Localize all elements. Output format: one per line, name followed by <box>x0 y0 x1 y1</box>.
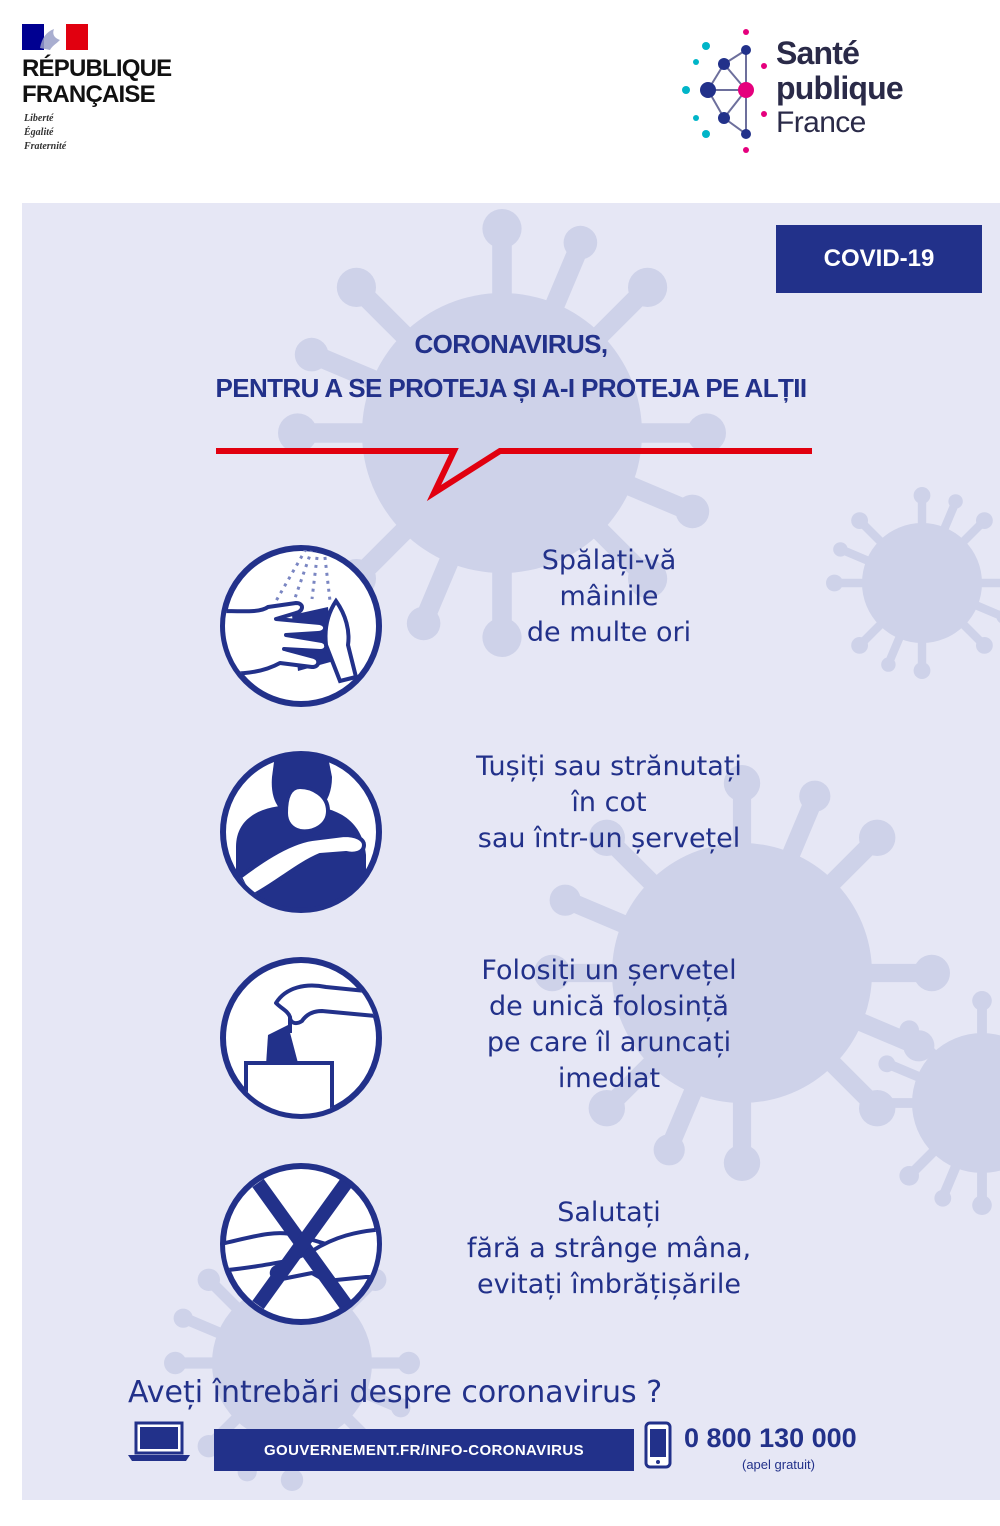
motto-egalite: Égalité <box>24 127 54 138</box>
tip-line: Tușiți sau strănutați <box>476 751 742 782</box>
covid-19-badge: COVID-19 <box>776 225 982 293</box>
motto-liberte: Liberté <box>24 113 54 124</box>
spf-line-1: Santé <box>776 35 860 71</box>
tip-line: Spălați-vă <box>541 545 677 576</box>
phone-icon <box>644 1421 672 1469</box>
republique-motto <box>24 112 66 154</box>
republique-name-line2: FRANÇAISE <box>22 81 155 108</box>
motto-fraternite: Fraternité <box>24 141 67 152</box>
tip-no-handshake <box>414 1195 804 1303</box>
tip-line: Folosiți un șervețel <box>481 955 737 986</box>
tip-line: fără a strânge mâna, <box>466 1233 752 1264</box>
tip-line: mâinile <box>559 581 659 612</box>
tip-line: de multe ori <box>526 617 692 648</box>
hotline-number[interactable]: 0 800 130 000 <box>684 1423 857 1453</box>
spf-line-2: publique <box>776 70 903 106</box>
tip-line: în cot <box>571 787 647 818</box>
hotline-note: (apel gratuit) <box>742 1457 815 1472</box>
no-handshake-icon <box>216 1159 386 1329</box>
tip-line: de unică folosință <box>489 991 729 1022</box>
sante-publique-france-logo <box>676 22 936 162</box>
republique-francaise-logo <box>22 24 222 164</box>
hand-washing-icon <box>216 541 386 711</box>
tip-line: imediat <box>557 1063 661 1094</box>
laptop-icon <box>126 1421 192 1463</box>
speech-bubble-line <box>214 441 814 505</box>
info-url-link[interactable]: GOUVERNEMENT.FR/INFO-CORONAVIRUS <box>214 1429 634 1471</box>
molecule-icon <box>676 22 772 160</box>
tip-single-use-tissue <box>414 953 804 1097</box>
questions-heading: Aveți întrebări despre coronavirus ? <box>128 1375 663 1410</box>
tissue-bin-icon <box>216 953 386 1123</box>
republique-name <box>22 56 171 108</box>
tip-line: sau într-un șervețel <box>477 823 741 854</box>
spf-line-3: France <box>776 106 866 139</box>
republique-name-line1: RÉPUBLIQUE <box>22 55 172 82</box>
marianne-flag-icon <box>22 24 88 50</box>
tip-cough-elbow <box>414 749 804 857</box>
sante-publique-france-name <box>776 36 903 140</box>
poster-title-line2: PENTRU A SE PROTEJA ȘI A-I PROTEJA PE ALȚII <box>215 373 807 403</box>
poster-title-line1: CORONAVIRUS, <box>414 329 608 359</box>
tip-line: Salutați <box>557 1197 661 1228</box>
tip-wash-hands <box>414 543 804 651</box>
poster-panel <box>22 203 1000 1500</box>
cough-elbow-icon <box>216 747 386 917</box>
tip-line: pe care îl aruncați <box>486 1027 732 1058</box>
tip-line: evitați îmbrățișările <box>477 1269 741 1300</box>
